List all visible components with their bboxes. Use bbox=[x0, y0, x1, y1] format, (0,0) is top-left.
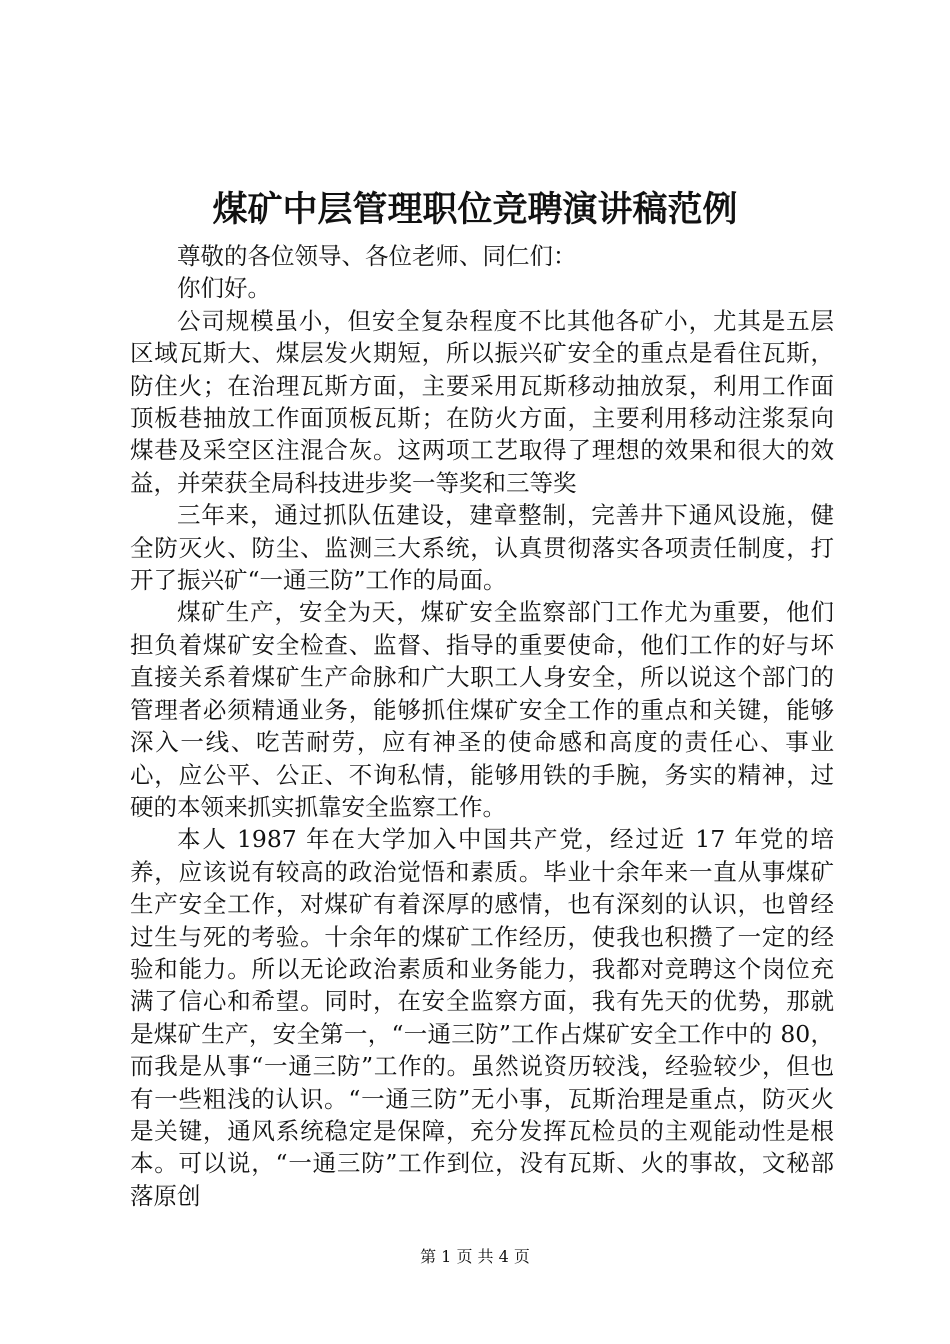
body-paragraph: 三年来，通过抓队伍建设，建章整制，完善井下通风设施，健全防灭火、防尘、监测三大系统，认真贯彻落实各项责任制度，打开了振兴矿“一通三防”工作的局面。 bbox=[130, 501, 834, 595]
body-paragraph: 本人 1987 年在大学加入中国共产党，经过近 17 年党的培养，应该说有较高的政治觉悟和素质。毕业十余年来一直从事煤矿生产安全工作，对煤矿有着深厚的感情，也有深刻的认识，也曾经过生与死的考验。十余年的煤矿工作经历，使我也积攒了一定的经验和能力。所以无论政治素质和业务能力，我都对竞聘这个岗位充满了信心和希望。同时，在安全监察方面，我有先天的优势，那就是煤矿生产，安全第一，“一通三防”工作占煤矿安全工作中的 80，而我是从事“一通三防”工作的。虽然说资历较浅，经验较少，但也有一些粗浅的认识。“一通三防”无小事，瓦斯治理是重点，防灭火是关键，通风系统稳定是保障，充分发挥瓦检员的主观能动性是根本。可以说，“一通三防”工作到位，没有瓦斯、火的事故，文秘部落原创 bbox=[130, 825, 834, 1210]
salutation-paragraph: 尊敬的各位领导、各位老师、同仁们： bbox=[177, 242, 577, 270]
document-title: 煤矿中层管理职位竞聘演讲稿范例 bbox=[212, 189, 738, 230]
body-paragraph: 煤矿生产，安全为天，煤矿安全监察部门工作尤为重要，他们担负着煤矿安全检查、监督、指导的重要使命，他们工作的好与坏直接关系着煤矿生产命脉和广大职工人身安全，所以说这个部门的管理者必须精通业务，能够抓住煤矿安全工作的重点和关键，能够深入一线、吃苦耐劳，应有神圣的使命感和高度的责任心、事业心，应公平、公正、不询私情，能够用铁的手腕，务实的精神，过硬的本领来抓实抓靠安全监察工作。 bbox=[130, 598, 834, 821]
document-body bbox=[130, 240, 834, 1212]
body-paragraph: 公司规模虽小，但安全复杂程度不比其他各矿小，尤其是五层区域瓦斯大、煤层发火期短，所以振兴矿安全的重点是看住瓦斯，防住火；在治理瓦斯方面，主要采用瓦斯移动抽放泵，利用工作面顶板巷抽放工作面顶板瓦斯；在防火方面，主要利用移动注浆泵向煤巷及采空区注混合灰。这两项工艺取得了理想的效果和很大的效益，并荣获全局科技进步奖一等奖和三等奖 bbox=[130, 306, 834, 497]
page-footer: 第 1 页 共 4 页 bbox=[420, 1247, 530, 1266]
greeting-paragraph: 你们好。 bbox=[177, 274, 271, 303]
